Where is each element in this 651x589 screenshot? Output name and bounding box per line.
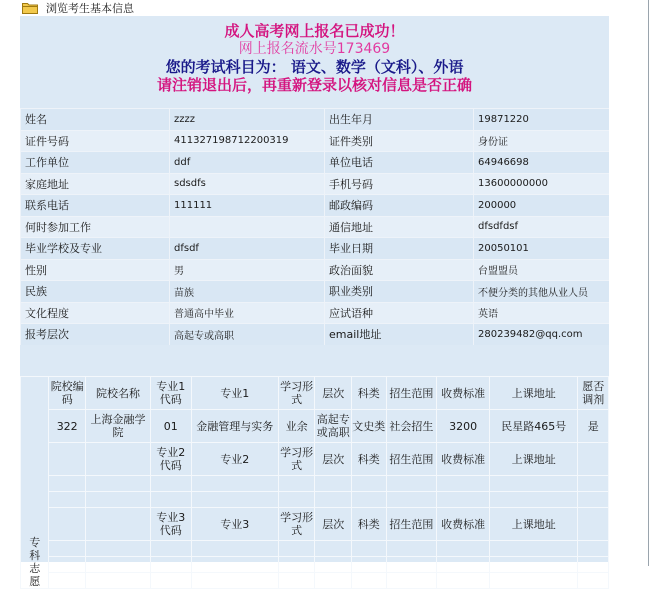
field-value: 111111	[170, 195, 325, 217]
field-label: 政治面貌	[325, 259, 474, 281]
study-form-value: 业余	[278, 410, 315, 443]
field-label: 证件号码	[21, 130, 170, 152]
success-heading: 成人高考网上报名已成功！	[224, 22, 405, 40]
window-border	[648, 0, 649, 566]
field-value: 高起专或高职	[170, 324, 325, 345]
field-label: 应试语种	[325, 302, 474, 324]
field-value: 苗族	[170, 281, 325, 303]
info-panel	[20, 16, 609, 588]
major3-study-form-header: 学习形式	[278, 508, 315, 541]
logout-notice: 请注销退出后，再重新登录以核对信息是否正确	[156, 76, 472, 94]
header-address: 上课地址	[490, 377, 578, 410]
field-value: 280239482@qq.com	[474, 324, 610, 345]
header-scope: 招生范围	[386, 377, 437, 410]
major2-study-form-header: 学习形式	[278, 443, 315, 476]
info-row	[21, 281, 610, 303]
field-label: 手机号码	[325, 173, 474, 195]
field-label: 民族	[21, 281, 170, 303]
field-label: email地址	[325, 324, 474, 345]
field-label: 工作单位	[21, 152, 170, 174]
volunteer-table	[20, 376, 609, 589]
empty-cell	[85, 443, 150, 476]
fee-value: 3200	[437, 410, 490, 443]
major2-fee-header: 收费标准	[437, 443, 490, 476]
field-label: 姓名	[21, 109, 170, 131]
field-label: 邮政编码	[325, 195, 474, 217]
info-row	[21, 195, 610, 217]
volunteer-data-row	[21, 410, 609, 443]
header-school-name: 院校名称	[85, 377, 150, 410]
header-major1-code: 专业1代码	[150, 377, 191, 410]
field-label: 毕业学校及专业	[21, 238, 170, 260]
major3-category-header: 科类	[351, 508, 386, 541]
field-label: 何时参加工作	[21, 216, 170, 238]
empty-cell	[85, 508, 150, 541]
info-row	[21, 109, 610, 131]
header-level: 层次	[315, 377, 352, 410]
window-titlebar	[22, 0, 622, 16]
field-label: 职业类别	[325, 281, 474, 303]
side-label: 专科志愿	[29, 536, 41, 588]
header-school-code: 院校编码	[49, 377, 86, 410]
major3-scope-header: 招生范围	[386, 508, 437, 541]
field-label: 出生年月	[325, 109, 474, 131]
header-fee: 收费标准	[437, 377, 490, 410]
field-value: dfsdf	[170, 238, 325, 260]
major2-code-header: 专业2代码	[150, 443, 191, 476]
field-value: 200000	[474, 195, 610, 217]
info-row	[21, 259, 610, 281]
major3-address-header: 上课地址	[490, 508, 578, 541]
major1-value: 金融管理与实务	[191, 410, 278, 443]
info-row	[21, 130, 610, 152]
candidate-info-table	[20, 108, 609, 345]
field-label: 文化程度	[21, 302, 170, 324]
folder-icon	[22, 2, 38, 14]
field-value: 411327198712200319	[170, 130, 325, 152]
info-row	[21, 173, 610, 195]
level-value: 高起专或高职	[315, 410, 352, 443]
side-label-cell	[21, 377, 49, 589]
field-label: 单位电话	[325, 152, 474, 174]
volunteer-header-row	[21, 377, 609, 410]
field-value: 20050101	[474, 238, 610, 260]
school-code-value: 322	[49, 410, 86, 443]
empty-row	[21, 573, 609, 589]
empty-row	[21, 476, 609, 492]
info-row	[21, 216, 610, 238]
field-label: 通信地址	[325, 216, 474, 238]
field-value: 英语	[474, 302, 610, 324]
field-value: 19871220	[474, 109, 610, 131]
field-value: 身份证	[474, 130, 610, 152]
info-row	[21, 152, 610, 174]
exam-subjects: 您的考试科目为： 语文、数学（文科）、外语	[165, 58, 464, 76]
field-value: sdsdfs	[170, 173, 325, 195]
field-label: 证件类别	[325, 130, 474, 152]
address-value: 民星路465号	[490, 410, 578, 443]
field-value	[170, 216, 325, 238]
field-value: dfsdfdsf	[474, 216, 610, 238]
field-label: 家庭地址	[21, 173, 170, 195]
major2-header-row	[21, 443, 609, 476]
field-value: 13600000000	[474, 173, 610, 195]
empty-row	[21, 492, 609, 508]
major2-level-header: 层次	[315, 443, 352, 476]
empty-row	[21, 557, 609, 573]
field-value: zzzz	[170, 109, 325, 131]
header-adjust: 愿否调剂	[578, 377, 609, 410]
scope-value: 社会招生	[386, 410, 437, 443]
major1-code-value: 01	[150, 410, 191, 443]
window-title: 浏览考生基本信息	[46, 2, 134, 15]
empty-cell	[49, 443, 86, 476]
field-label: 毕业日期	[325, 238, 474, 260]
field-value: 不便分类的其他从业人员	[474, 281, 610, 303]
field-value: 台盟盟员	[474, 259, 610, 281]
header-major1: 专业1	[191, 377, 278, 410]
info-row	[21, 302, 610, 324]
major2-scope-header: 招生范围	[386, 443, 437, 476]
major2-category-header: 科类	[351, 443, 386, 476]
major2-address-header: 上课地址	[490, 443, 578, 476]
empty-cell	[578, 508, 609, 541]
field-value: 普通高中毕业	[170, 302, 325, 324]
adjust-value: 是	[578, 410, 609, 443]
field-label: 性别	[21, 259, 170, 281]
info-row	[21, 238, 610, 260]
major3-level-header: 层次	[315, 508, 352, 541]
school-name-value: 上海金融学院	[85, 410, 150, 443]
serial-number: 网上报名流水号173469	[238, 41, 391, 57]
empty-row	[21, 541, 609, 557]
header-category: 科类	[351, 377, 386, 410]
category-value: 文史类	[351, 410, 386, 443]
major3-header-row	[21, 508, 609, 541]
field-value: 64946698	[474, 152, 610, 174]
header-study-form: 学习形式	[278, 377, 315, 410]
major2-header: 专业2	[191, 443, 278, 476]
field-value: ddf	[170, 152, 325, 174]
empty-cell	[49, 508, 86, 541]
field-label: 报考层次	[21, 324, 170, 345]
major3-header: 专业3	[191, 508, 278, 541]
field-value: 男	[170, 259, 325, 281]
major3-code-header: 专业3代码	[150, 508, 191, 541]
major3-fee-header: 收费标准	[437, 508, 490, 541]
field-label: 联系电话	[21, 195, 170, 217]
info-row	[21, 324, 610, 345]
empty-cell	[578, 443, 609, 476]
